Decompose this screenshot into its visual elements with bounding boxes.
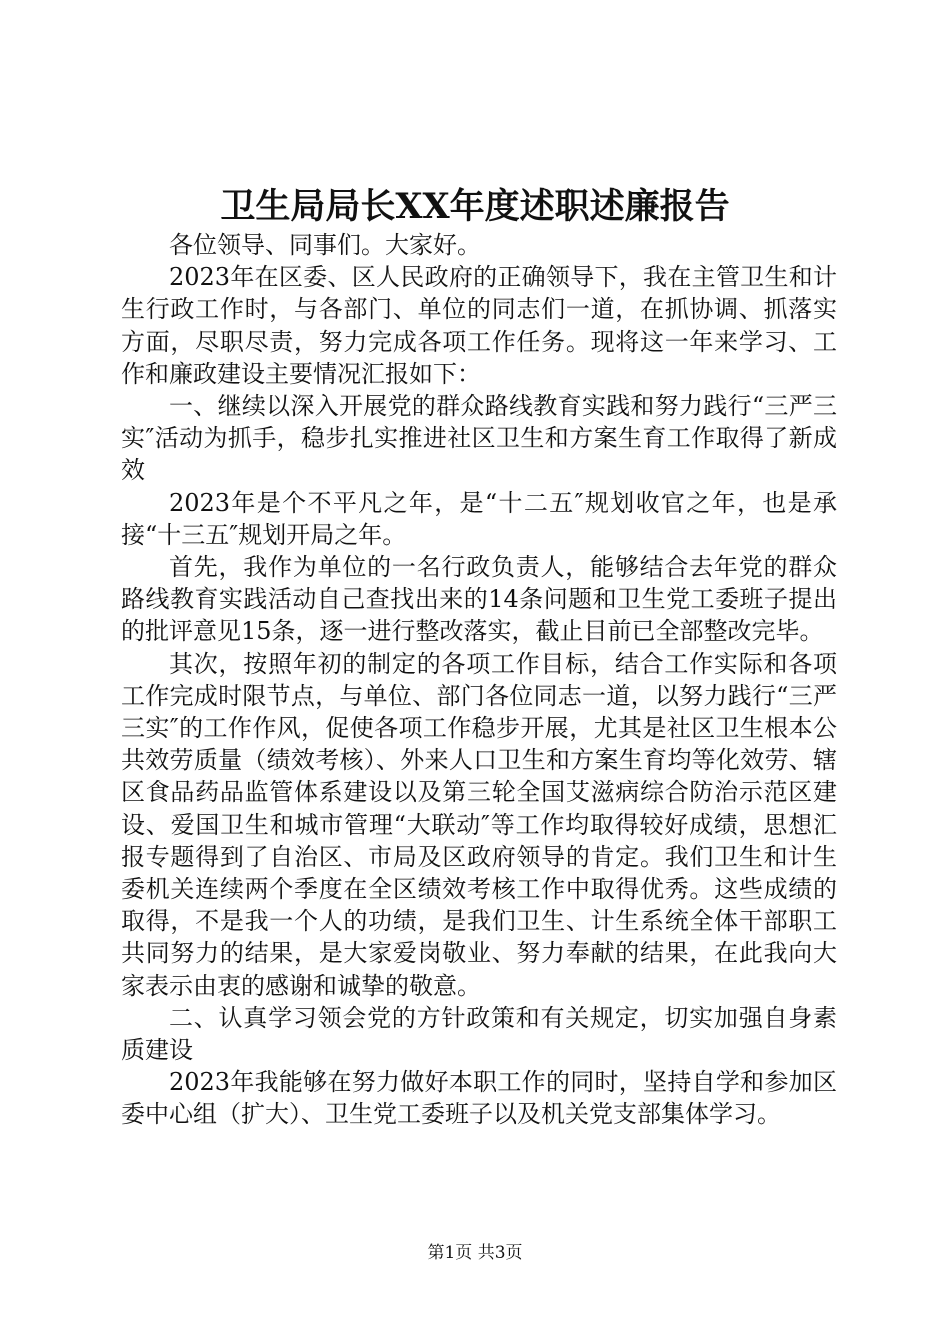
section-heading-2: 二、认真学习领会党的方针政策和有关规定，切实加强自身素质建设	[121, 1003, 837, 1065]
document-body	[121, 229, 837, 1131]
section-heading-1: 一、继续以深入开展党的群众路线教育实践和努力践行“三严三实″活动为抓手，稳步扎实推进社区卫生和方案生育工作取得了新成效	[121, 392, 837, 485]
paragraph-intro: 2023年在区委、区人民政府的正确领导下，我在主管卫生和计生行政工作时，与各部门、单位的同志们一道，在抓协调、抓落实方面，尽职尽责，努力完成各项工作任务。现将这一年来学习、工作和廉政建设主要情况汇报如下：	[121, 263, 837, 388]
paragraph: 2023年是个不平凡之年，是“十二五″规划收官之年，也是承接“十三五″规划开局之年。	[121, 488, 837, 549]
document-title: 卫生局局长XX年度述职述廉报告	[220, 186, 730, 227]
paragraph: 首先，我作为单位的一名行政负责人，能够结合去年党的群众路线教育实践活动自己查找出来的14条问题和卫生党工委班子提出的批评意见15条，逐一进行整改落实，截止目前已全部整改完毕。	[121, 553, 837, 646]
paragraph: 其次，按照年初的制定的各项工作目标，结合工作实际和各项工作完成时限节点，与单位、部门各位同志一道，以努力践行“三严三实″的工作作风，促使各项工作稳步开展，尤其是社区卫生根本公共效劳质量（绩效考核）、外来人口卫生和方案生育均等化效劳、辖区食品药品监管体系建设以及第三轮全国艾滋病综合防治示范区建设、爱国卫生和城市管理“大联动″等工作均取得较好成绩，思想汇报专题得到了自治区、市局及区政府领导的肯定。我们卫生和计生委机关连续两个季度在全区绩效考核工作中取得优秀。这些成绩的取得，不是我一个人的功绩，是我们卫生、计生系统全体干部职工共同努力的结果，是大家爱岗敬业、努力奉献的结果，在此我向大家表示由衷的感谢和诚挚的敬意。	[121, 649, 837, 1000]
page-number-footer: 第1页 共3页	[427, 1243, 523, 1263]
paragraph-greeting: 各位领导、同事们。大家好。	[169, 231, 481, 259]
paragraph: 2023年我能够在努力做好本职工作的同时，坚持自学和参加区委中心组（扩大）、卫生党工委班子以及机关党支部集体学习。	[121, 1068, 837, 1129]
